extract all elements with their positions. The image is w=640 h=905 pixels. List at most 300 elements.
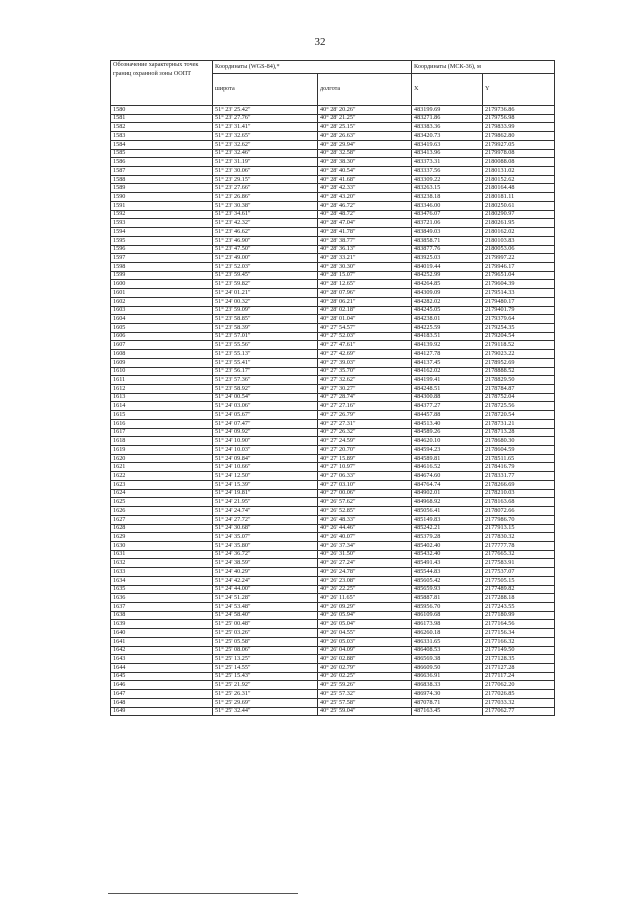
longitude-cell: 40° 27' 30.27": [318, 385, 412, 394]
point-id-cell: 1612: [111, 385, 213, 394]
longitude-cell: 40° 28' 20.26": [318, 106, 412, 115]
y-coordinate-cell: 2180181.11: [483, 193, 555, 202]
x-coordinate-cell: 486636.91: [412, 672, 483, 681]
x-coordinate-cell: 485491.43: [412, 559, 483, 568]
point-id-cell: 1616: [111, 419, 213, 428]
y-coordinate-cell: 2177033.32: [483, 698, 555, 707]
longitude-cell: 40° 28' 40.54": [318, 167, 412, 176]
table-row: [111, 681, 555, 690]
longitude-cell: 40° 28' 42.33": [318, 184, 412, 193]
point-id-cell: 1604: [111, 315, 213, 324]
x-coordinate-cell: 484183.51: [412, 332, 483, 341]
longitude-cell: 40° 26' 09.29": [318, 602, 412, 611]
latitude-cell: 51° 24' 42.24": [213, 576, 318, 585]
table-row: [111, 271, 555, 280]
longitude-cell: 40° 28' 33.21": [318, 254, 412, 263]
x-coordinate-cell: 485242.21: [412, 524, 483, 533]
y-coordinate-cell: 2179978.08: [483, 149, 555, 158]
point-id-cell: 1583: [111, 132, 213, 141]
y-coordinate-cell: 2178266.69: [483, 480, 555, 489]
point-id-cell: 1590: [111, 193, 213, 202]
table-body: [111, 106, 555, 716]
longitude-cell: 40° 28' 41.78": [318, 228, 412, 237]
latitude-cell: 51° 24' 09.84": [213, 454, 318, 463]
y-coordinate-cell: 2177127.28: [483, 664, 555, 673]
point-id-cell: 1609: [111, 358, 213, 367]
table-row: [111, 611, 555, 620]
y-coordinate-cell: 2177164.56: [483, 620, 555, 629]
table-row: [111, 411, 555, 420]
latitude-cell: 51° 24' 09.92": [213, 428, 318, 437]
y-coordinate-cell: 2177166.32: [483, 637, 555, 646]
table-row: [111, 541, 555, 550]
table-row: [111, 289, 555, 298]
y-coordinate-cell: 2179204.54: [483, 332, 555, 341]
table-row: [111, 123, 555, 132]
table-row: [111, 489, 555, 498]
x-coordinate-cell: 485887.81: [412, 594, 483, 603]
point-id-cell: 1649: [111, 707, 213, 716]
x-coordinate-cell: 486331.65: [412, 637, 483, 646]
latitude-cell: 51° 23' 58.85": [213, 315, 318, 324]
point-id-cell: 1608: [111, 350, 213, 359]
x-coordinate-cell: 484589.26: [412, 428, 483, 437]
longitude-cell: 40° 28' 38.77": [318, 236, 412, 245]
footnote-separator: [108, 893, 298, 894]
x-coordinate-cell: 483721.06: [412, 219, 483, 228]
y-coordinate-cell: 2178829.50: [483, 376, 555, 385]
point-id-cell: 1605: [111, 323, 213, 332]
x-coordinate-cell: 487163.45: [412, 707, 483, 716]
longitude-cell: 40° 28' 47.04": [318, 219, 412, 228]
latitude-cell: 51° 25' 15.43": [213, 672, 318, 681]
x-coordinate-cell: 483849.03: [412, 228, 483, 237]
y-coordinate-cell: 2178731.21: [483, 419, 555, 428]
longitude-cell: 40° 28' 06.21": [318, 297, 412, 306]
table-row: [111, 132, 555, 141]
point-id-cell: 1613: [111, 393, 213, 402]
x-coordinate-cell: 484309.09: [412, 289, 483, 298]
x-coordinate-cell: 485149.83: [412, 515, 483, 524]
x-coordinate-cell: 483337.56: [412, 167, 483, 176]
y-coordinate-cell: 2180290.97: [483, 210, 555, 219]
x-coordinate-cell: 484589.81: [412, 454, 483, 463]
longitude-cell: 40° 27' 39.03": [318, 358, 412, 367]
header-wgs84-group: Координаты (WGS-84),*: [213, 61, 412, 74]
x-coordinate-cell: 484248.51: [412, 385, 483, 394]
x-coordinate-cell: 484199.41: [412, 376, 483, 385]
y-coordinate-cell: 2178163.68: [483, 498, 555, 507]
point-id-cell: 1631: [111, 550, 213, 559]
longitude-cell: 40° 25' 57.58": [318, 698, 412, 707]
longitude-cell: 40° 27' 15.89": [318, 454, 412, 463]
y-coordinate-cell: 2178511.65: [483, 454, 555, 463]
table-row: [111, 419, 555, 428]
table-row: [111, 385, 555, 394]
longitude-cell: 40° 27' 52.03": [318, 332, 412, 341]
point-id-cell: 1587: [111, 167, 213, 176]
table-row: [111, 498, 555, 507]
latitude-cell: 51° 24' 36.72": [213, 550, 318, 559]
latitude-cell: 51° 24' 10.66": [213, 463, 318, 472]
latitude-cell: 51° 23' 32.46": [213, 149, 318, 158]
point-id-cell: 1619: [111, 446, 213, 455]
y-coordinate-cell: 2179756.98: [483, 114, 555, 123]
longitude-cell: 40° 26' 40.07": [318, 533, 412, 542]
x-coordinate-cell: 483858.71: [412, 236, 483, 245]
x-coordinate-cell: 486974.30: [412, 690, 483, 699]
point-id-cell: 1626: [111, 507, 213, 516]
longitude-cell: 40° 27' 20.70": [318, 446, 412, 455]
longitude-cell: 40° 26' 22.25": [318, 585, 412, 594]
y-coordinate-cell: 2177830.32: [483, 533, 555, 542]
longitude-cell: 40° 27' 32.62": [318, 376, 412, 385]
latitude-cell: 51° 23' 59.82": [213, 280, 318, 289]
longitude-cell: 40° 27' 24.59": [318, 437, 412, 446]
longitude-cell: 40° 26' 02.88": [318, 655, 412, 664]
point-id-cell: 1594: [111, 228, 213, 237]
latitude-cell: 51° 24' 10.03": [213, 446, 318, 455]
longitude-cell: 40° 27' 00.06": [318, 489, 412, 498]
y-coordinate-cell: 2179604.39: [483, 280, 555, 289]
point-id-cell: 1581: [111, 114, 213, 123]
table-row: [111, 480, 555, 489]
table-row: [111, 463, 555, 472]
x-coordinate-cell: 484764.74: [412, 480, 483, 489]
header-latitude: широта: [213, 74, 318, 106]
longitude-cell: 40° 26' 11.65": [318, 594, 412, 603]
longitude-cell: 40° 26' 02.79": [318, 664, 412, 673]
latitude-cell: 51° 23' 46.90": [213, 236, 318, 245]
y-coordinate-cell: 2177149.50: [483, 646, 555, 655]
x-coordinate-cell: 483238.18: [412, 193, 483, 202]
x-coordinate-cell: 483199.69: [412, 106, 483, 115]
point-id-cell: 1630: [111, 541, 213, 550]
x-coordinate-cell: 483877.76: [412, 245, 483, 254]
table-row: [111, 393, 555, 402]
y-coordinate-cell: 2177062.20: [483, 681, 555, 690]
latitude-cell: 51° 23' 29.15": [213, 175, 318, 184]
longitude-cell: 40° 27' 54.57": [318, 323, 412, 332]
point-id-cell: 1643: [111, 655, 213, 664]
table-row: [111, 646, 555, 655]
y-coordinate-cell: 2179480.17: [483, 297, 555, 306]
latitude-cell: 51° 24' 58.40": [213, 611, 318, 620]
header-msk36-group: Координаты (МСК-36), м: [412, 61, 555, 74]
x-coordinate-cell: 486838.33: [412, 681, 483, 690]
longitude-cell: 40° 26' 02.25": [318, 672, 412, 681]
longitude-cell: 40° 28' 48.72": [318, 210, 412, 219]
latitude-cell: 51° 25' 13.25": [213, 655, 318, 664]
longitude-cell: 40° 27' 27.16": [318, 402, 412, 411]
point-id-cell: 1607: [111, 341, 213, 350]
y-coordinate-cell: 2178784.87: [483, 385, 555, 394]
x-coordinate-cell: 486109.68: [412, 611, 483, 620]
x-coordinate-cell: 483476.07: [412, 210, 483, 219]
x-coordinate-cell: 483413.96: [412, 149, 483, 158]
point-id-cell: 1635: [111, 585, 213, 594]
header-y: Y: [483, 74, 555, 106]
x-coordinate-cell: 487078.71: [412, 698, 483, 707]
x-coordinate-cell: 484513.40: [412, 419, 483, 428]
longitude-cell: 40° 26' 31.50": [318, 550, 412, 559]
x-coordinate-cell: 486173.98: [412, 620, 483, 629]
point-id-cell: 1646: [111, 681, 213, 690]
y-coordinate-cell: 2178604.59: [483, 446, 555, 455]
latitude-cell: 51° 25' 03.26": [213, 629, 318, 638]
latitude-cell: 51° 23' 49.00": [213, 254, 318, 263]
y-coordinate-cell: 2178888.52: [483, 367, 555, 376]
x-coordinate-cell: 484594.23: [412, 446, 483, 455]
y-coordinate-cell: 2180164.48: [483, 184, 555, 193]
point-id-cell: 1620: [111, 454, 213, 463]
table-row: [111, 193, 555, 202]
table-row: [111, 559, 555, 568]
latitude-cell: 51° 23' 30.38": [213, 201, 318, 210]
x-coordinate-cell: 486569.38: [412, 655, 483, 664]
x-coordinate-cell: 483263.15: [412, 184, 483, 193]
table-row: [111, 280, 555, 289]
longitude-cell: 40° 26' 05.03": [318, 637, 412, 646]
point-id-cell: 1586: [111, 158, 213, 167]
coordinates-table: [110, 60, 555, 716]
x-coordinate-cell: 484620.10: [412, 437, 483, 446]
latitude-cell: 51° 23' 25.42": [213, 106, 318, 115]
longitude-cell: 40° 26' 24.78": [318, 568, 412, 577]
longitude-cell: 40° 27' 26.79": [318, 411, 412, 420]
y-coordinate-cell: 2178210.03: [483, 489, 555, 498]
longitude-cell: 40° 25' 59.26": [318, 681, 412, 690]
longitude-cell: 40° 26' 04.09": [318, 646, 412, 655]
latitude-cell: 51° 24' 19.81": [213, 489, 318, 498]
latitude-cell: 51° 24' 21.95": [213, 498, 318, 507]
point-id-cell: 1632: [111, 559, 213, 568]
x-coordinate-cell: 485056.41: [412, 507, 483, 516]
x-coordinate-cell: 484252.99: [412, 271, 483, 280]
x-coordinate-cell: 486609.50: [412, 664, 483, 673]
x-coordinate-cell: 483346.00: [412, 201, 483, 210]
y-coordinate-cell: 2179833.99: [483, 123, 555, 132]
table-row: [111, 428, 555, 437]
longitude-cell: 40° 27' 10.97": [318, 463, 412, 472]
x-coordinate-cell: 484238.01: [412, 315, 483, 324]
table-row: [111, 367, 555, 376]
y-coordinate-cell: 2178331.77: [483, 472, 555, 481]
latitude-cell: 51° 24' 44.00": [213, 585, 318, 594]
table-row: [111, 602, 555, 611]
latitude-cell: 51° 23' 32.65": [213, 132, 318, 141]
y-coordinate-cell: 2179514.33: [483, 289, 555, 298]
x-coordinate-cell: 484616.52: [412, 463, 483, 472]
longitude-cell: 40° 28' 46.72": [318, 201, 412, 210]
table-row: [111, 437, 555, 446]
latitude-cell: 51° 23' 55.41": [213, 358, 318, 367]
x-coordinate-cell: 484282.02: [412, 297, 483, 306]
latitude-cell: 51° 24' 10.90": [213, 437, 318, 446]
longitude-cell: 40° 26' 04.55": [318, 629, 412, 638]
x-coordinate-cell: 484674.60: [412, 472, 483, 481]
point-id-cell: 1600: [111, 280, 213, 289]
table-row: [111, 533, 555, 542]
table-row: [111, 637, 555, 646]
longitude-cell: 40° 28' 43.20": [318, 193, 412, 202]
y-coordinate-cell: 2180152.62: [483, 175, 555, 184]
longitude-cell: 40° 27' 27.31": [318, 419, 412, 428]
latitude-cell: 51° 24' 15.39": [213, 480, 318, 489]
table-row: [111, 184, 555, 193]
point-id-cell: 1603: [111, 306, 213, 315]
x-coordinate-cell: 485544.83: [412, 568, 483, 577]
latitude-cell: 51° 23' 55.56": [213, 341, 318, 350]
page-number: 32: [314, 36, 326, 48]
point-id-cell: 1589: [111, 184, 213, 193]
y-coordinate-cell: 2177156.34: [483, 629, 555, 638]
point-id-cell: 1585: [111, 149, 213, 158]
point-id-cell: 1602: [111, 297, 213, 306]
latitude-cell: 51° 23' 31.19": [213, 158, 318, 167]
y-coordinate-cell: 2177026.85: [483, 690, 555, 699]
point-id-cell: 1633: [111, 568, 213, 577]
table-row: [111, 219, 555, 228]
x-coordinate-cell: 485605.42: [412, 576, 483, 585]
point-id-cell: 1624: [111, 489, 213, 498]
point-id-cell: 1591: [111, 201, 213, 210]
table-row: [111, 472, 555, 481]
y-coordinate-cell: 2180261.95: [483, 219, 555, 228]
y-coordinate-cell: 2177986.70: [483, 515, 555, 524]
longitude-cell: 40° 28' 01.04": [318, 315, 412, 324]
latitude-cell: 51° 23' 59.45": [213, 271, 318, 280]
y-coordinate-cell: 2180131.02: [483, 167, 555, 176]
table-row: [111, 568, 555, 577]
table-header: [111, 61, 555, 106]
longitude-cell: 40° 26' 05.04": [318, 620, 412, 629]
point-id-cell: 1644: [111, 664, 213, 673]
y-coordinate-cell: 2178752.04: [483, 393, 555, 402]
point-id-cell: 1615: [111, 411, 213, 420]
point-id-cell: 1634: [111, 576, 213, 585]
longitude-cell: 40° 27' 47.61": [318, 341, 412, 350]
latitude-cell: 51° 25' 29.69": [213, 698, 318, 707]
point-id-cell: 1640: [111, 629, 213, 638]
y-coordinate-cell: 2180250.61: [483, 201, 555, 210]
x-coordinate-cell: 485379.28: [412, 533, 483, 542]
longitude-cell: 40° 28' 25.15": [318, 123, 412, 132]
x-coordinate-cell: 484264.85: [412, 280, 483, 289]
point-id-cell: 1639: [111, 620, 213, 629]
latitude-cell: 51° 24' 38.59": [213, 559, 318, 568]
longitude-cell: 40° 26' 52.85": [318, 507, 412, 516]
y-coordinate-cell: 2179379.64: [483, 315, 555, 324]
table-row: [111, 332, 555, 341]
x-coordinate-cell: 484245.05: [412, 306, 483, 315]
longitude-cell: 40° 28' 29.94": [318, 140, 412, 149]
point-id-cell: 1584: [111, 140, 213, 149]
latitude-cell: 51° 23' 26.86": [213, 193, 318, 202]
table-row: [111, 507, 555, 516]
y-coordinate-cell: 2177128.35: [483, 655, 555, 664]
point-id-cell: 1601: [111, 289, 213, 298]
table-row: [111, 114, 555, 123]
table-row: [111, 454, 555, 463]
table-row: [111, 306, 555, 315]
longitude-cell: 40° 28' 38.30": [318, 158, 412, 167]
longitude-cell: 40° 27' 26.32": [318, 428, 412, 437]
y-coordinate-cell: 2180103.83: [483, 236, 555, 245]
point-id-cell: 1596: [111, 245, 213, 254]
y-coordinate-cell: 2178416.79: [483, 463, 555, 472]
table-row: [111, 210, 555, 219]
y-coordinate-cell: 2179946.17: [483, 262, 555, 271]
table-row: [111, 315, 555, 324]
x-coordinate-cell: 484225.59: [412, 323, 483, 332]
y-coordinate-cell: 2177913.15: [483, 524, 555, 533]
point-id-cell: 1642: [111, 646, 213, 655]
latitude-cell: 51° 24' 00.32": [213, 297, 318, 306]
y-coordinate-cell: 2179736.86: [483, 106, 555, 115]
latitude-cell: 51° 23' 58.39": [213, 323, 318, 332]
latitude-cell: 51° 24' 01.21": [213, 289, 318, 298]
table-row: [111, 245, 555, 254]
table-row: [111, 254, 555, 263]
longitude-cell: 40° 28' 07.96": [318, 289, 412, 298]
longitude-cell: 40° 28' 12.65": [318, 280, 412, 289]
latitude-cell: 51° 23' 31.41": [213, 123, 318, 132]
latitude-cell: 51° 23' 27.76": [213, 114, 318, 123]
y-coordinate-cell: 2178952.69: [483, 358, 555, 367]
longitude-cell: 40° 26' 57.62": [318, 498, 412, 507]
x-coordinate-cell: 483420.73: [412, 132, 483, 141]
table-row: [111, 175, 555, 184]
point-id-cell: 1606: [111, 332, 213, 341]
table-row: [111, 629, 555, 638]
point-id-cell: 1645: [111, 672, 213, 681]
latitude-cell: 51° 24' 27.72": [213, 515, 318, 524]
latitude-cell: 51° 24' 24.74": [213, 507, 318, 516]
longitude-cell: 40° 25' 57.32": [318, 690, 412, 699]
table-row: [111, 672, 555, 681]
table-row: [111, 297, 555, 306]
table-row: [111, 707, 555, 716]
x-coordinate-cell: 485956.70: [412, 602, 483, 611]
y-coordinate-cell: 2177583.91: [483, 559, 555, 568]
latitude-cell: 51° 25' 14.55": [213, 664, 318, 673]
longitude-cell: 40° 27' 03.10": [318, 480, 412, 489]
x-coordinate-cell: 483925.03: [412, 254, 483, 263]
x-coordinate-cell: 486260.18: [412, 629, 483, 638]
latitude-cell: 51° 23' 32.62": [213, 140, 318, 149]
latitude-cell: 51° 24' 03.06": [213, 402, 318, 411]
longitude-cell: 40° 26' 48.33": [318, 515, 412, 524]
y-coordinate-cell: 2177243.55: [483, 602, 555, 611]
point-id-cell: 1636: [111, 594, 213, 603]
x-coordinate-cell: 484019.44: [412, 262, 483, 271]
point-id-cell: 1641: [111, 637, 213, 646]
point-id-cell: 1647: [111, 690, 213, 699]
x-coordinate-cell: 484457.88: [412, 411, 483, 420]
latitude-cell: 51° 25' 08.06": [213, 646, 318, 655]
x-coordinate-cell: 484300.88: [412, 393, 483, 402]
table-row: [111, 550, 555, 559]
table-row: [111, 323, 555, 332]
longitude-cell: 40° 27' 42.69": [318, 350, 412, 359]
latitude-cell: 51° 23' 30.06": [213, 167, 318, 176]
y-coordinate-cell: 2177489.82: [483, 585, 555, 594]
table-row: [111, 698, 555, 707]
latitude-cell: 51° 25' 32.44": [213, 707, 318, 716]
y-coordinate-cell: 2179254.35: [483, 323, 555, 332]
latitude-cell: 51° 23' 56.17": [213, 367, 318, 376]
